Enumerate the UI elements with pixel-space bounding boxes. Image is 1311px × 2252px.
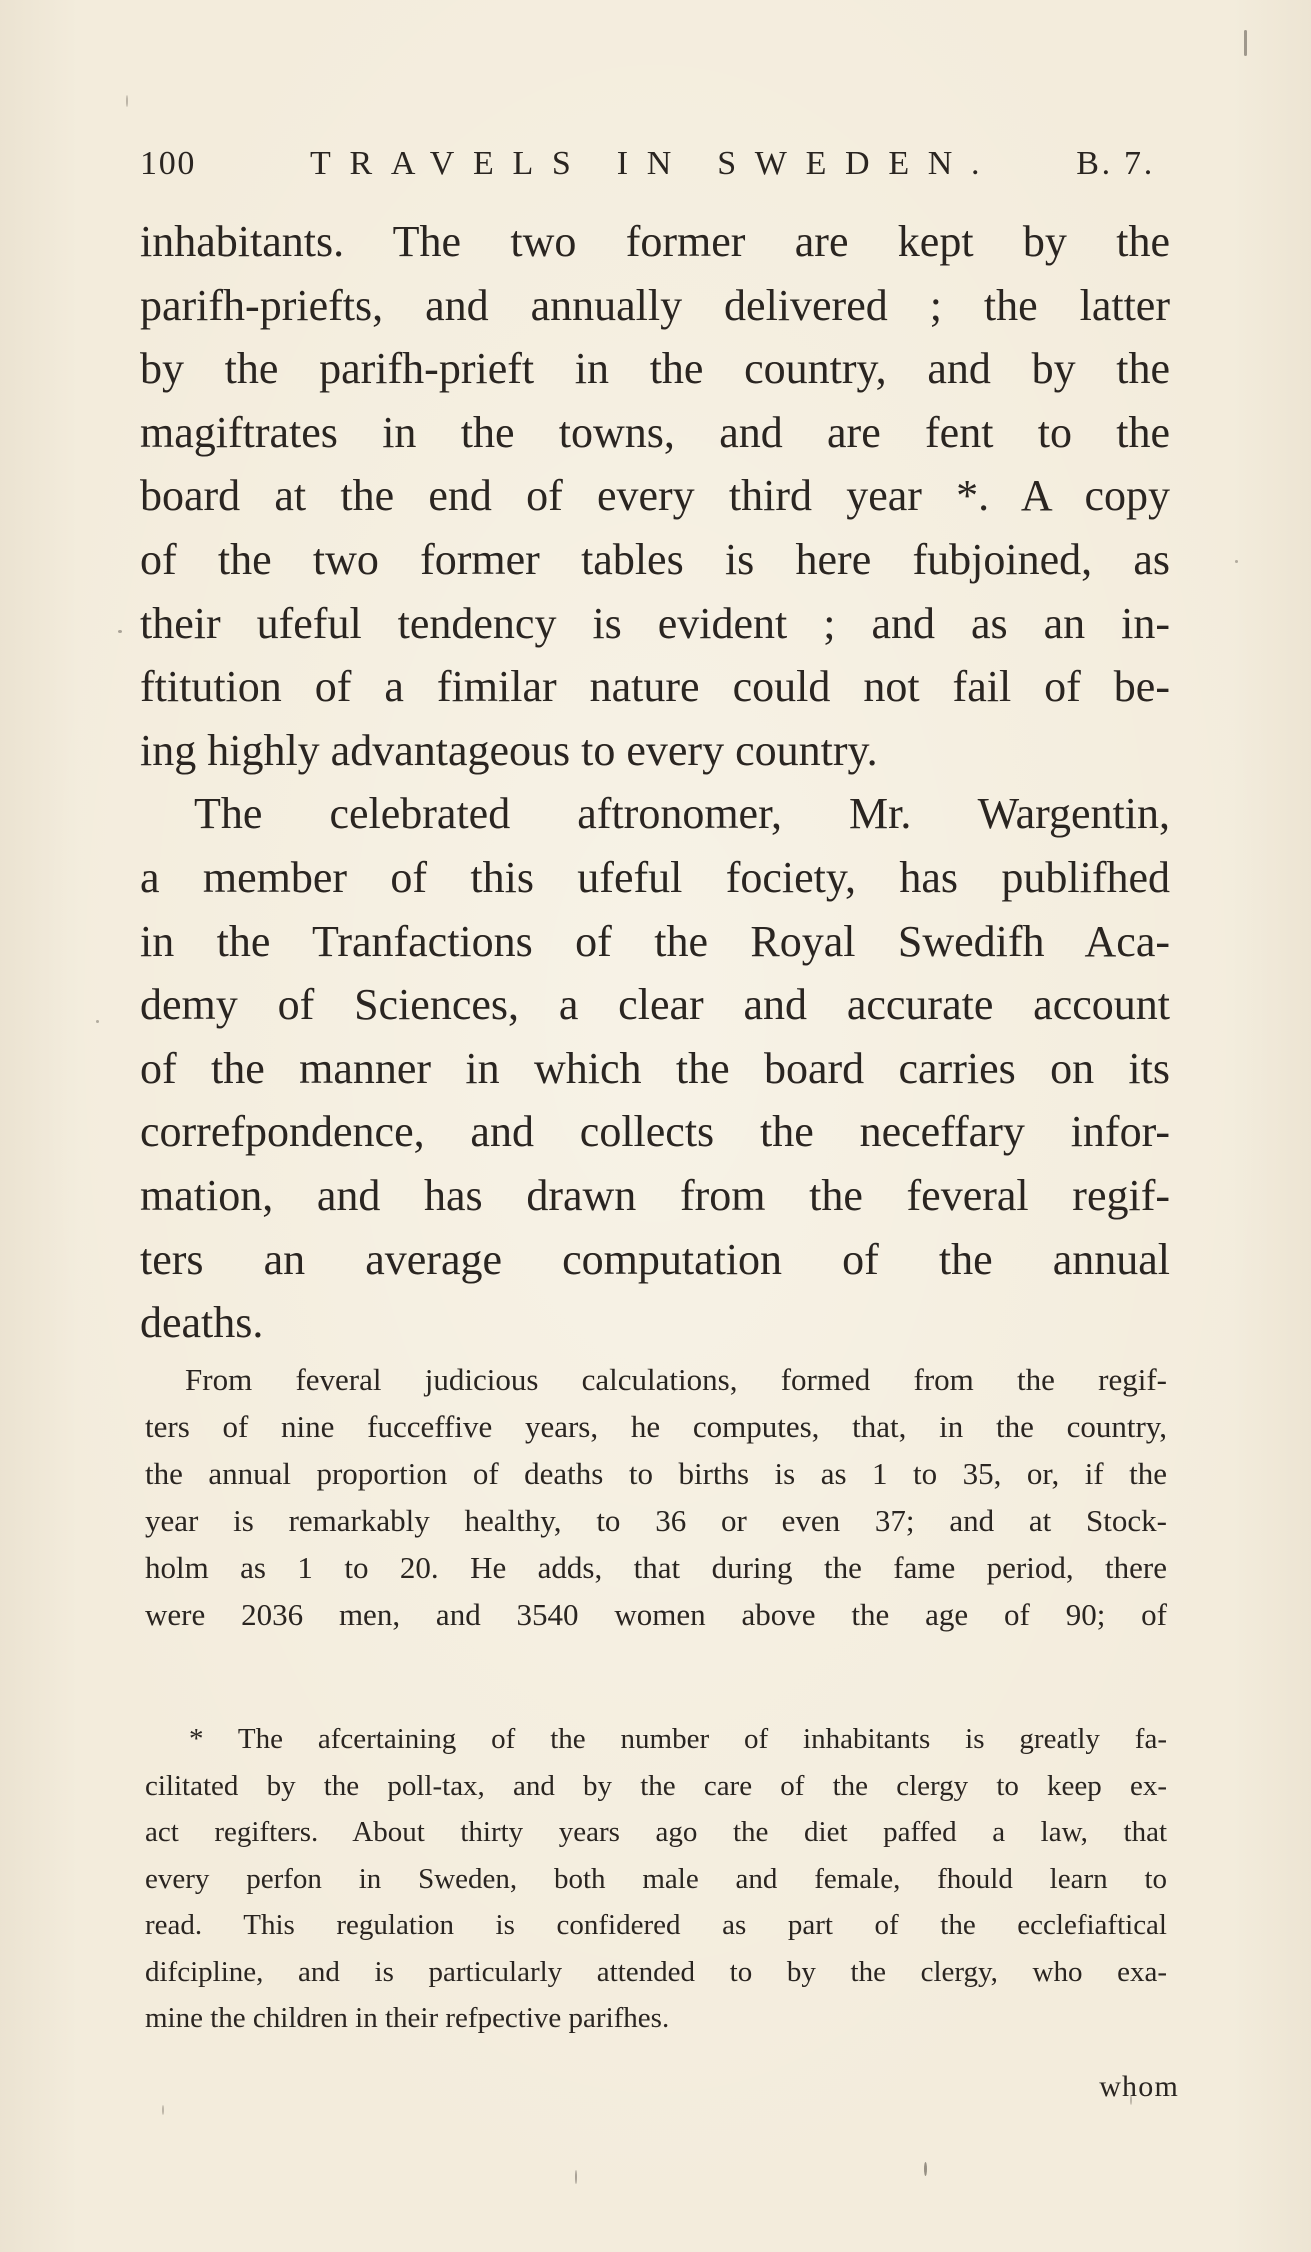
body-line: inhabitants. The two former are kept by the: [140, 217, 1170, 266]
body-line: their ufeful tendency is evident ; and as an in-: [140, 598, 1170, 648]
footnote-line: difcipline, and is particularly attended to by the clergy, who exa-: [145, 1955, 1167, 1988]
body-line: ters an average computation of the annual: [140, 1234, 1170, 1284]
body-line: mation, and has drawn from the feveral regif-: [140, 1170, 1170, 1220]
quoted-line: the annual proportion of deaths to births is as 1 to 35, or, if the: [145, 1456, 1167, 1491]
body-line: ing highly advantageous to every country.: [140, 725, 878, 775]
catchword: whom: [1099, 2070, 1179, 2103]
footnote-line: every perfon in Sweden, both male and female, fhould learn to: [145, 1862, 1167, 1895]
footnote-line: cilitated by the poll-tax, and by the care of the clergy to keep ex-: [145, 1769, 1167, 1802]
body-line: by the parifh-prieft in the country, and by the: [140, 344, 1170, 394]
ink-speck: [118, 630, 122, 633]
quoted-line: From feveral judicious calculations, formed from the regif-: [185, 1362, 1167, 1397]
page-number: 100: [140, 145, 197, 182]
ink-speck: [575, 2170, 577, 2184]
body-line: board at the end of every third year *. A copy: [140, 471, 1170, 521]
ink-speck: [96, 1020, 99, 1023]
footnote-line: act regifters. About thirty years ago the diet paffed a law, that: [145, 1816, 1167, 1848]
body-line: a member of this ufeful fociety, has publifhed: [140, 852, 1170, 902]
body-line: ftitution of a fimilar nature could not fail of be-: [140, 662, 1170, 712]
ink-speck: [1244, 30, 1247, 56]
ink-speck: [1235, 560, 1238, 563]
body-line: of the manner in which the board carries on its: [140, 1043, 1170, 1093]
body-line: deaths.: [140, 1298, 264, 1348]
body-line: in the Tranfactions of the Royal Swedifh Aca-: [140, 916, 1170, 966]
body-line: demy of Sciences, a clear and accurate account: [140, 980, 1170, 1030]
quoted-line: holm as 1 to 20. He adds, that during the fame period, there: [145, 1550, 1167, 1585]
quoted-line: were 2036 men, and 3540 women above the age of 90; of: [145, 1597, 1167, 1632]
quoted-line: ters of nine fucceffive years, he computes, that, in the country,: [145, 1409, 1167, 1444]
book-number: B. 7.: [1076, 145, 1155, 182]
ink-speck: [924, 2162, 927, 2176]
footnote-line: read. This regulation is confidered as part of the ecclefiaftical: [145, 1909, 1167, 1941]
quoted-paragraph: [145, 1356, 1167, 1638]
body-text: [140, 210, 1170, 1355]
running-head: [140, 145, 1155, 195]
footnote-line: mine the children in their refpective parifhes.: [145, 2002, 670, 2034]
quoted-line: year is remarkably healthy, to 36 or even 37; and at Stock-: [145, 1503, 1167, 1538]
running-title: TRAVELS IN SWEDEN.: [310, 145, 999, 182]
body-line: magiftrates in the towns, and are fent to the: [140, 407, 1170, 457]
body-line: parifh-priefts, and annually delivered ; the latter: [140, 280, 1170, 330]
footnote-line: * The afcertaining of the number of inhabitants is greatly fa-: [189, 1723, 1167, 1755]
ink-speck: [126, 95, 128, 107]
ink-speck: [162, 2105, 164, 2115]
body-line: correfpondence, and collects the neceffary infor-: [140, 1107, 1170, 1157]
body-line: of the two former tables is here fubjoined, as: [140, 534, 1170, 584]
body-line: The celebrated aftronomer, Mr. Wargentin,: [194, 789, 1170, 839]
footnote: [145, 1716, 1167, 2042]
ink-speck: [1130, 2095, 1132, 2105]
